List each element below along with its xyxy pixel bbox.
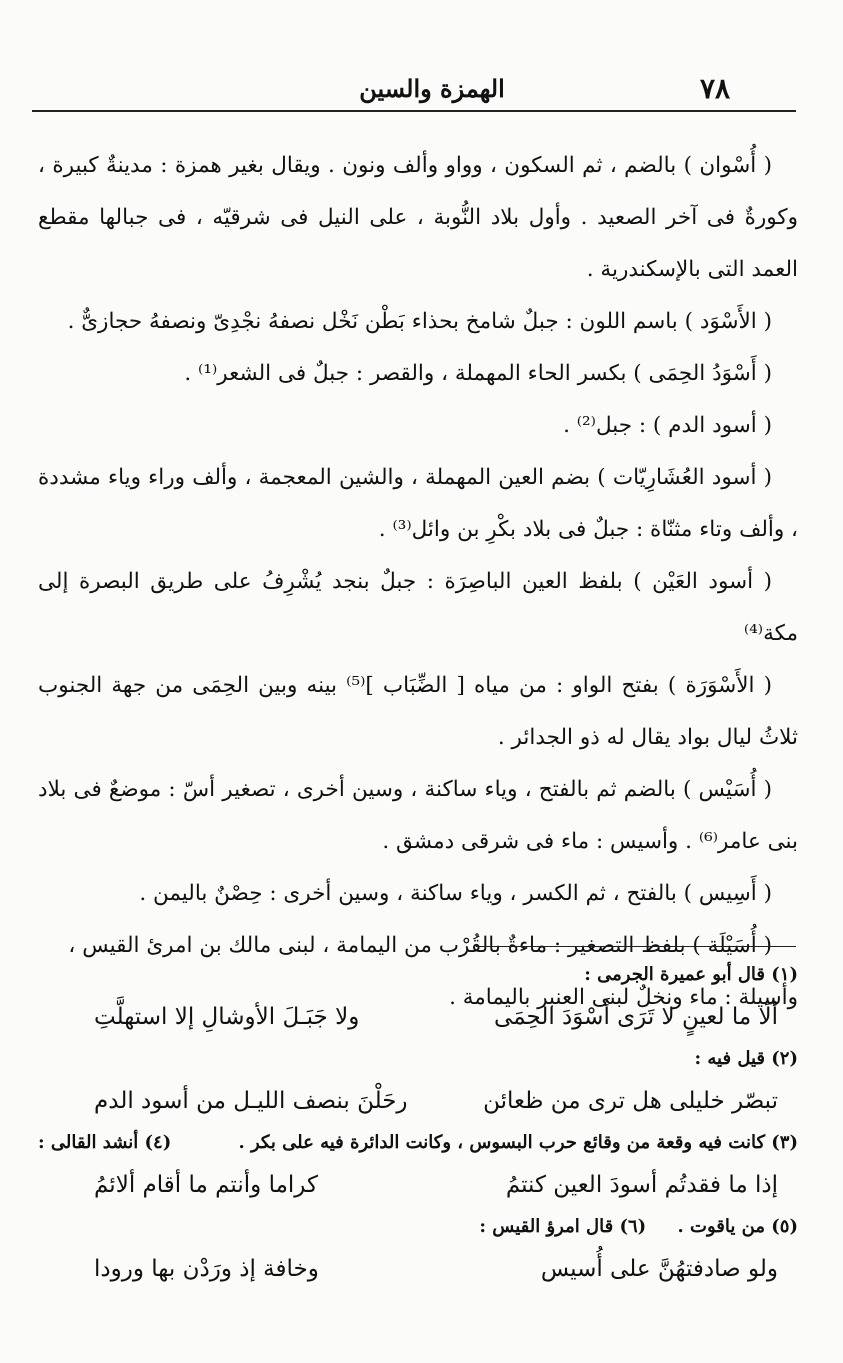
verse-hemistich-left: رحَلْنَ بنصف الليـل من أسود الدم	[94, 1088, 408, 1114]
entry-usayla: ( أُسَيْلَة ) بلفظ التصغير : ماءةٌ بالقُرْب من اليمامة ، لبنى مالك بن امرئ القيس ، وأسيلة : ماء ونخلٌ لبنى العنبر باليمامة .	[68, 933, 798, 1010]
running-title: الهمزة والسين	[359, 74, 505, 103]
verse-hemistich-left: وخافة إذ ورَدْن بها ورودا	[94, 1256, 319, 1282]
footnote-4-label: (٤) أنشد القالى :	[38, 1132, 172, 1153]
verse-hemistich-right: ولو صادفتهُنَّ على أُسيس	[540, 1256, 778, 1282]
verse-hemistich-right: ألَا ما لعينٍ لا تَرَى أَسْوَدَ الحِمَى	[494, 1004, 778, 1030]
footnote-1-verse	[38, 992, 798, 1042]
page-header	[32, 70, 796, 112]
footnote-2-verse	[38, 1076, 798, 1126]
footnote-5-text: (٥) من ياقوت .	[677, 1216, 798, 1237]
entry-usays: ( أُسَيْس ) بالضم ثم بالفتح ، وياء ساكنة ، وسين أخرى ، تصغير أسّ : موضعٌ فى بلاد بنى عامر⁽⁶⁾ . وأسيس : ماء فى شرقى دمشق .	[38, 777, 798, 854]
footnotes	[38, 958, 798, 1294]
entry-aswad-al-dam: ( أسود الدم ) : جبل⁽²⁾ .	[563, 413, 772, 438]
footnote-2-label: (٢) قيل فيه :	[694, 1048, 798, 1069]
verse-hemistich-right: إذا ما فقدتُم أسودَ العين كنتمُ	[505, 1172, 778, 1198]
footnote-6-verse	[38, 1244, 798, 1294]
footnote-1-label: (١) قال أبو عميرة الجرمى :	[584, 964, 798, 985]
verse-hemistich-left: كراما وأنتم ما أقام ألائمُ	[94, 1172, 318, 1198]
footnote-4-verse	[38, 1160, 798, 1210]
footnote-3-4-line	[38, 1126, 798, 1160]
entry-aswad-al-hima: ( أَسْوَدُ الحِمَى ) بكسر الحاء المهملة ، والقصر : جبلٌ فى الشعر⁽¹⁾ .	[184, 361, 772, 386]
footnote-3-text: (٣) كانت فيه وقعة من وقائع حرب البسوس ، وكانت الدائرة فيه على بكر .	[238, 1132, 798, 1153]
entry-asis: ( أَسِيس ) بالفتح ، ثم الكسر ، وياء ساكنة ، وسين أخرى : حِصْنٌ باليمن .	[139, 881, 772, 906]
entry-aswad-al-ushariyyat: ( أسود العُشَارِيّات ) بضم العين المهملة ، والشين المعجمة ، وألف وراء وياء مشددة ، وألف وتاء مثنّاة : جبلٌ فى بلاد بكْرِ بن وائل⁽³⁾ .	[38, 465, 798, 542]
footnote-separator	[476, 946, 796, 947]
footnote-6-label: (٦) قال امرؤ القيس :	[479, 1216, 647, 1237]
entry-al-aswad: ( الأَسْوَد ) باسم اللون : جبلٌ شامخ بحذاء بَطْن نَخْل نصفهُ نجْدِىّ ونصفهُ حجازىٌّ .	[67, 309, 772, 334]
entry-aswad-al-ayn: ( أسود العَيْن ) بلفظ العين الباصِرَة : جبلٌ بنجد يُشْرِفُ على طريق البصرة إلى مكة⁽⁴⁾	[38, 569, 798, 646]
verse-hemistich-left: ولا جَبَـلَ الأوشالِ إلا استهلَّتِ	[94, 1004, 360, 1030]
verse-hemistich-right: تبصّر خليلى هل ترى من ظعائن	[483, 1088, 778, 1114]
main-text	[38, 140, 798, 1024]
entry-aswan: ( أُسْوان ) بالضم ، ثم السكون ، وواو وألف ونون . ويقال بغير همزة : مدينةٌ كبيرة ، وكورةٌ فى آخر الصعيد . وأول بلاد النُّوبة ، على النيل فى شرقيّه ، فى جبالها مقطع العمد التى بالإسكندرية .	[38, 153, 798, 282]
entry-al-aswara: ( الأَسْوَرَة ) بفتح الواو : من مياه [ الضِّبَاب ]⁽⁵⁾ بينه وبين الحِمَى من جهة الجنوب ثلاثُ ليال بواد يقال له ذو الجدائر .	[38, 673, 798, 750]
page-number: ٧٨	[700, 72, 731, 105]
footnote-5-6-line	[38, 1210, 798, 1244]
